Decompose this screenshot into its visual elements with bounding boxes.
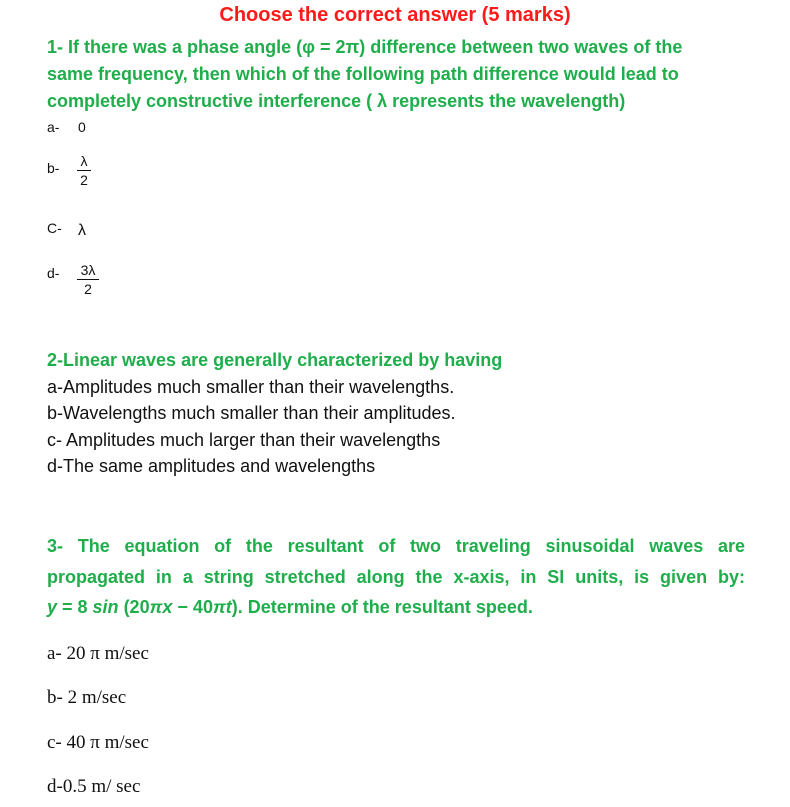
q3-eq-pit: πt — [212, 597, 232, 617]
q3-option-b: b- 2 m/sec — [47, 687, 127, 708]
q1-option-c-label: C- — [47, 220, 62, 236]
q3-option-c: c- 40 π m/sec — [47, 732, 149, 753]
fraction-bar — [77, 170, 91, 171]
q2-option-c: c- Amplitudes much larger than their wavelengths — [47, 430, 441, 450]
q3-text-line-3 — [47, 597, 745, 618]
q2-option-a: a-Amplitudes much smaller than their wavelengths. — [47, 377, 455, 397]
q3-eq-sin: sin — [92, 597, 119, 617]
q3-eq-pix: πx — [149, 597, 173, 617]
q1-option-b-fraction — [77, 153, 91, 188]
q1-text-line-1: 1- If there was a phase angle (φ = 2π) difference between two waves of the — [47, 37, 683, 57]
q1-option-a-label: a- — [47, 119, 60, 135]
q2-question: 2-Linear waves are generally characterized by having — [47, 350, 503, 370]
q1-option-b-denominator: 2 — [80, 172, 88, 188]
q3-text-line-2: propagated in a string stretched along the x-axis, in SI units, is given by: — [47, 567, 745, 587]
q1-option-d-numerator: 3λ — [80, 262, 96, 278]
q3-eq-open: (20 — [118, 597, 150, 617]
q3-eq-minus: − 40 — [172, 597, 213, 617]
q1-option-a-value: 0 — [78, 119, 86, 135]
q2-option-d: d-The same amplitudes and wavelengths — [47, 456, 376, 476]
q1-text-line-2: same frequency, then which of the following path difference would lead to — [47, 64, 679, 84]
q1-option-d-fraction — [77, 262, 99, 297]
q1-option-c-value: λ — [78, 222, 86, 239]
q1-option-b-numerator: λ — [80, 153, 88, 169]
q1-option-d-denominator: 2 — [84, 281, 92, 297]
fraction-bar — [77, 279, 99, 280]
q3-eq-tail: ). Determine of the resultant speed. — [231, 597, 533, 617]
q3-option-d: d-0.5 m/ sec — [47, 776, 141, 797]
q1-option-d-label: d- — [47, 265, 60, 281]
q1-option-b-label: b- — [47, 160, 60, 176]
q3-eq-y: y — [47, 597, 58, 617]
q3-text-line-1: 3- The equation of the resultant of two traveling sinusoidal waves are — [47, 536, 745, 556]
q2-option-b: b-Wavelengths much smaller than their amplitudes. — [47, 403, 456, 423]
q3-option-a: a- 20 π m/sec — [47, 643, 149, 664]
q3-eq-equals: = 8 — [57, 597, 93, 617]
q1-text-line-3: completely constructive interference ( λ represents the wavelength) — [47, 91, 626, 111]
page-title: Choose the correct answer (5 marks) — [219, 4, 571, 26]
